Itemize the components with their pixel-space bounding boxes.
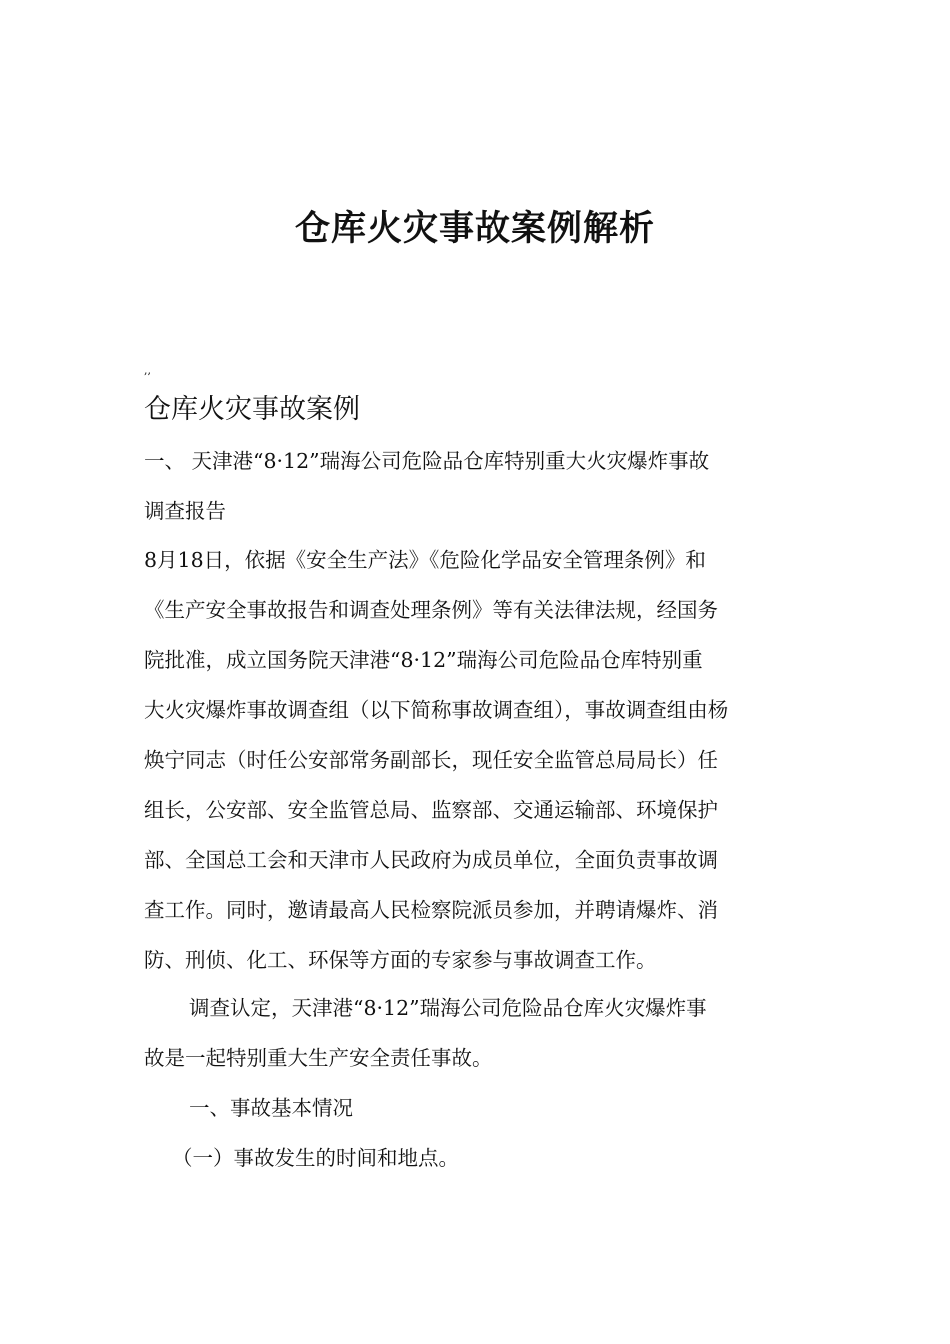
subheading-time-place: （一）事故发生的时间和地点。 (172, 1146, 459, 1170)
section-heading: 仓库火灾事故案例 (144, 394, 360, 425)
body-line: 8月18日，依据《安全生产法》《危险化学品安全管理条例》和 (144, 548, 706, 572)
stray-mark: ,, (144, 364, 151, 377)
body-line: 大火灾爆炸事故调查组（以下简称事故调查组），事故调查组由杨 (144, 698, 729, 722)
conclusion-line: 故是一起特别重大生产安全责任事故。 (144, 1046, 493, 1070)
document-title: 仓库火灾事故案例解析 (294, 209, 655, 249)
body-line: 《生产安全事故报告和调查处理条例》等有关法律法规，经国务 (144, 598, 718, 622)
body-line: 防、刑侦、化工、环保等方面的专家参与事故调查工作。 (144, 948, 657, 972)
body-line: 院批准，成立国务院天津港“8·12”瑞海公司危险品仓库特别重 (144, 648, 703, 672)
item-heading-line: 调查报告 (144, 499, 226, 523)
body-line: 组长，公安部、安全监管总局、监察部、交通运输部、环境保护 (144, 798, 718, 822)
body-line: 焕宁同志（时任公安部常务副部长，现任安全监管总局局长）任 (144, 748, 718, 772)
body-line: 部、全国总工会和天津市人民政府为成员单位，全面负责事故调 (144, 848, 718, 872)
conclusion-line: 调查认定，天津港“8·12”瑞海公司危险品仓库火灾爆炸事 (189, 996, 707, 1020)
item-heading-line: 一、 天津港“8·12”瑞海公司危险品仓库特别重大火灾爆炸事故 (144, 449, 710, 473)
subheading-basic-info: 一、事故基本情况 (189, 1096, 353, 1120)
body-line: 查工作。同时，邀请最高人民检察院派员参加，并聘请爆炸、消 (144, 898, 718, 922)
